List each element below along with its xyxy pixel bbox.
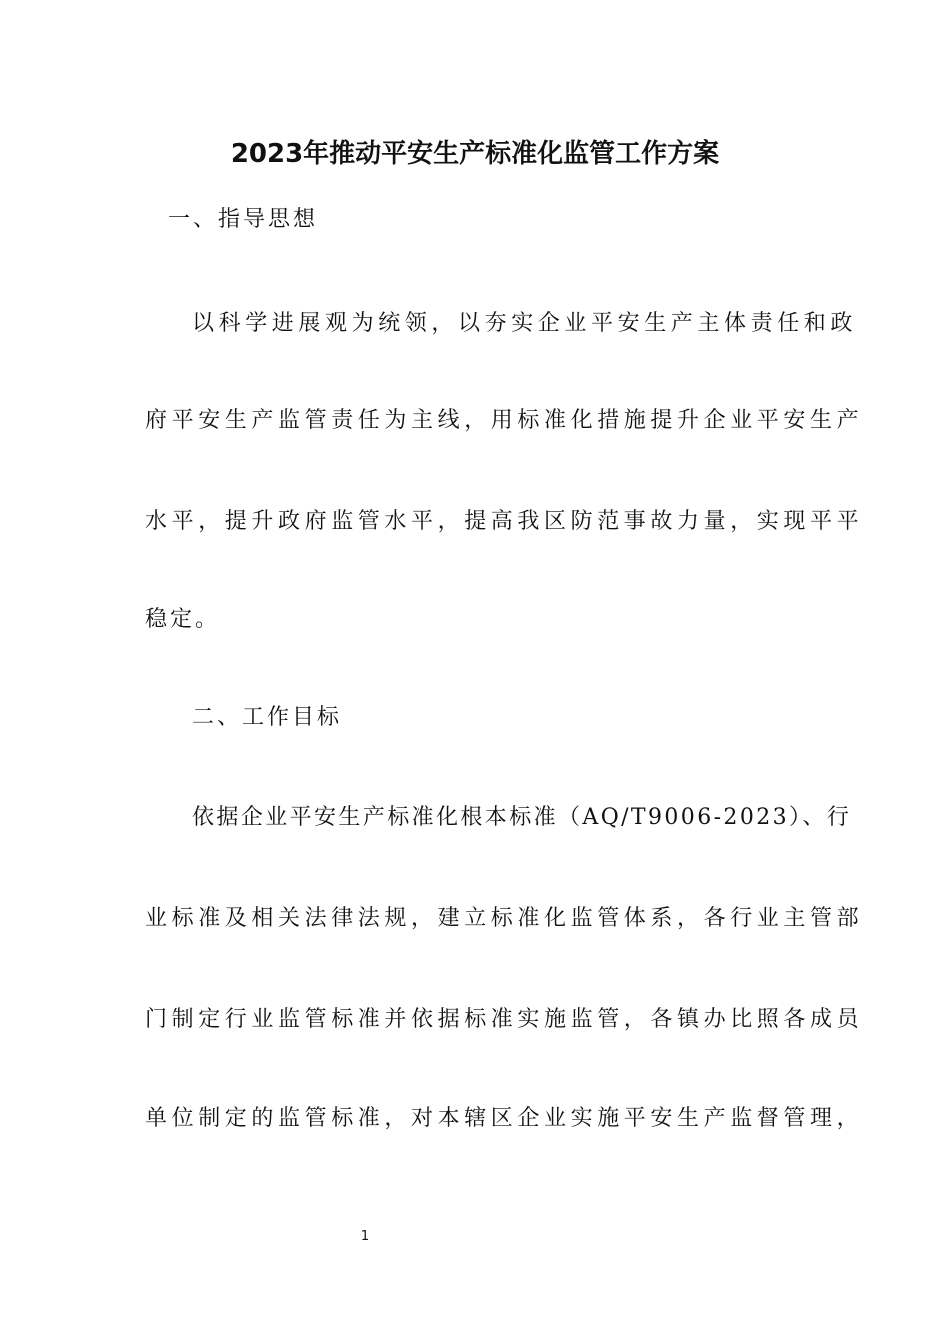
paragraph-line: 府平安生产监管责任为主线，用标准化措施提升企业平安生产 <box>145 408 864 433</box>
document-title: 2023年推动平安生产标准化监管工作方案 <box>230 139 720 169</box>
paragraph-line: 依据企业平安生产标准化根本标准（AQ/T9006-2023）、行 <box>192 805 852 830</box>
paragraph-line: 门制定行业监管标准并依据标准实施监管，各镇办比照各成员 <box>145 1007 864 1032</box>
section-heading-guiding-ideology: 一、指导思想 <box>168 207 319 232</box>
paragraph-line: 单位制定的监管标准，对本辖区企业实施平安生产监督管理， <box>145 1106 864 1131</box>
section-heading-work-goals: 二、工作目标 <box>192 705 343 730</box>
paragraph-line: 稳定。 <box>145 607 221 632</box>
paragraph-line: 以科学进展观为统领，以夯实企业平安生产主体责任和政 <box>192 311 858 336</box>
paragraph-line: 水平，提升政府监管水平，提高我区防范事故力量，实现平平 <box>145 509 864 534</box>
page-number: 1 <box>360 1229 370 1244</box>
paragraph-line: 业标准及相关法律法规，建立标准化监管体系，各行业主管部 <box>145 906 864 931</box>
